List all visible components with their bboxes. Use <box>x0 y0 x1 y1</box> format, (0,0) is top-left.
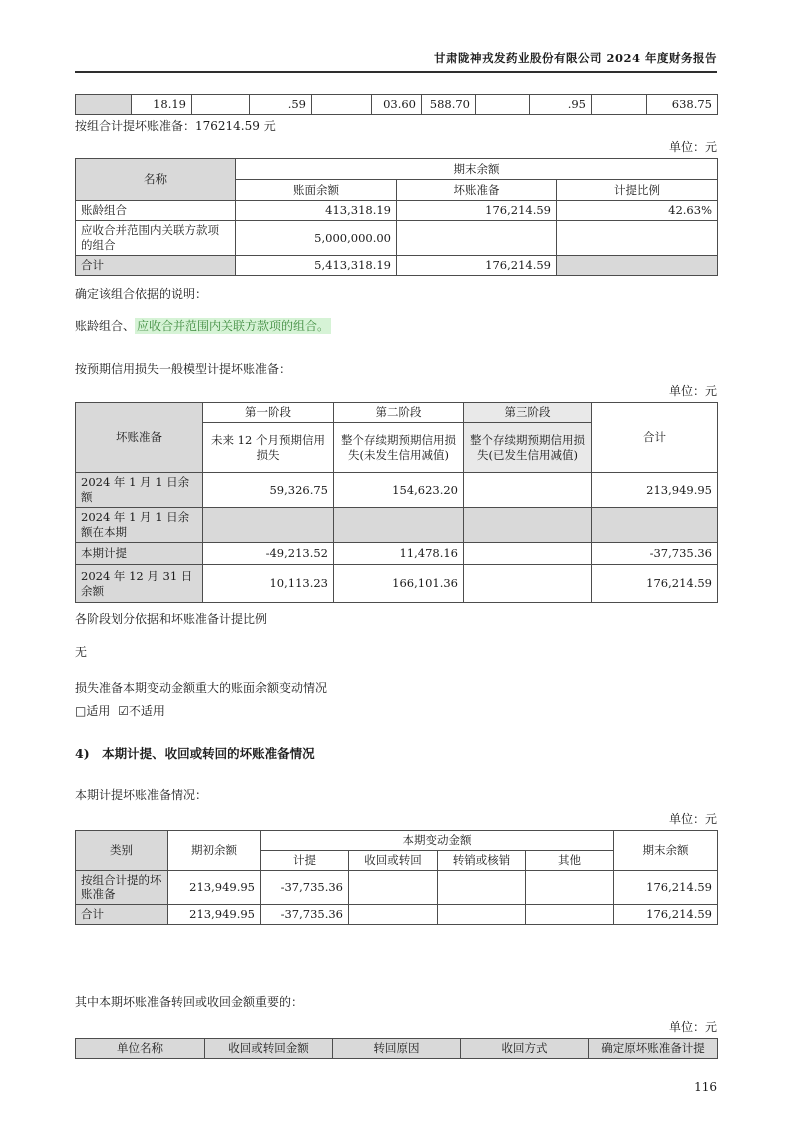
col-header-stage2: 第二阶段 <box>334 403 464 423</box>
cell-other <box>526 905 614 925</box>
cell-total: -37,735.36 <box>592 543 718 565</box>
partial-cell: 03.60 <box>372 95 422 115</box>
cell-bad-debt: 176,214.59 <box>397 201 557 221</box>
table-row <box>76 508 718 543</box>
table-row <box>76 565 718 603</box>
partial-cell: 638.75 <box>647 95 718 115</box>
important-recovery-label: 其中本期坏账准备转回或收回金额重要的： <box>75 995 304 1010</box>
partial-cell <box>76 95 132 115</box>
important-recovery-table <box>75 1038 718 1059</box>
table-row <box>76 905 718 925</box>
row-label: 2024 年 12 月 31 日余额 <box>76 565 203 603</box>
basis-note-label: 确定该组合依据的说明： <box>75 287 208 302</box>
cell-stage3 <box>464 565 592 603</box>
unit-label: 单位：元 <box>668 140 717 155</box>
row-label-total: 合计 <box>76 256 236 276</box>
cell-ratio <box>557 221 718 256</box>
table-row <box>76 95 718 115</box>
col-header-recover-amount: 收回或转回金额 <box>205 1038 333 1058</box>
col-header-book-balance: 账面余额 <box>236 180 397 201</box>
row-label: 按组合计提的坏账准备 <box>76 870 168 905</box>
col-header-reverse-reason: 转回原因 <box>333 1038 461 1058</box>
cell-stage3 <box>464 473 592 508</box>
cell-total: 213,949.95 <box>592 473 718 508</box>
cell-stage2 <box>334 508 464 543</box>
carryover-partial-table <box>75 94 718 115</box>
cell-ratio <box>557 256 718 276</box>
ecl-model-label: 按预期信用损失一般模型计提坏账准备： <box>75 361 292 376</box>
table-header-row <box>76 830 718 850</box>
cell-stage2: 11,478.16 <box>334 543 464 565</box>
cell-writeoff <box>438 870 526 905</box>
partial-cell <box>312 95 372 115</box>
basis-highlight: 应收合并范围内关联方款项的组合。 <box>137 318 330 333</box>
partial-cell: 588.70 <box>422 95 476 115</box>
col-header-unit-name: 单位名称 <box>76 1038 205 1058</box>
checkbox-not-applicable: ☑不适用 <box>118 704 165 719</box>
col-header-closing: 期末余额 <box>614 830 718 870</box>
section-4-heading: 4) 本期计提、收回或转回的坏账准备情况 <box>75 746 315 762</box>
cell-closing: 176,214.59 <box>614 870 718 905</box>
cell-stage3 <box>464 543 592 565</box>
basis-prefix: 账龄组合、 <box>75 318 136 333</box>
cell-bad-debt: 176,214.59 <box>397 256 557 276</box>
cell-stage2: 166,101.36 <box>334 565 464 603</box>
table-row <box>76 870 718 905</box>
col-subheader-stage2: 整个存续期预期信用损失(未发生信用减值) <box>334 423 464 473</box>
col-header-total: 合计 <box>592 403 718 473</box>
cell-stage1: 10,113.23 <box>203 565 334 603</box>
cell-stage1 <box>203 508 334 543</box>
col-header-stage1: 第一阶段 <box>203 403 334 423</box>
portfolio-provision-table <box>75 158 718 276</box>
cell-provision: -37,735.36 <box>261 870 349 905</box>
col-subheader-stage3: 整个存续期预期信用损失(已发生信用减值) <box>464 423 592 473</box>
col-header-ratio: 计提比例 <box>557 180 718 201</box>
basis-note-value <box>75 319 717 333</box>
row-label: 本期计提 <box>76 543 203 565</box>
cell-total: 176,214.59 <box>592 565 718 603</box>
row-label: 应收合并范围内关联方款项的组合 <box>76 221 236 256</box>
cell-book-balance: 5,413,318.19 <box>236 256 397 276</box>
table-row <box>76 543 718 565</box>
report-header-title: 甘肃陇神戎发药业股份有限公司 2024 年度财务报告 <box>75 50 717 73</box>
cell-opening: 213,949.95 <box>168 905 261 925</box>
cell-bad-debt <box>397 221 557 256</box>
applicability-line <box>75 702 717 719</box>
col-subheader-provision: 计提 <box>261 850 349 870</box>
cell-stage1: -49,213.52 <box>203 543 334 565</box>
unit-label: 单位：元 <box>668 1019 717 1034</box>
table-row <box>76 473 718 508</box>
col-subheader-recover: 收回或转回 <box>349 850 438 870</box>
col-header-original-basis: 确定原坏账准备计提 <box>589 1038 718 1058</box>
cell-recover <box>349 905 438 925</box>
cell-opening: 213,949.95 <box>168 870 261 905</box>
table-header-row <box>76 403 718 423</box>
partial-cell <box>592 95 647 115</box>
col-header-name: 名称 <box>76 159 236 201</box>
checkbox-applicable: □适用 <box>75 704 111 719</box>
cell-closing: 176,214.59 <box>614 905 718 925</box>
cell-book-balance: 413,318.19 <box>236 201 397 221</box>
cell-total <box>592 508 718 543</box>
cell-stage3 <box>464 508 592 543</box>
current-provision-label: 本期计提坏账准备情况： <box>75 788 208 803</box>
cell-writeoff <box>438 905 526 925</box>
row-label: 2024 年 1 月 1 日余额在本期 <box>76 508 203 543</box>
ecl-stage-table <box>75 402 718 603</box>
unit-label: 单位：元 <box>668 384 717 399</box>
cell-provision: -37,735.36 <box>261 905 349 925</box>
stage-basis-label: 各阶段划分依据和坏账准备计提比例 <box>75 612 268 627</box>
row-label: 2024 年 1 月 1 日余额 <box>76 473 203 508</box>
col-header-period-end: 期末余额 <box>236 159 718 180</box>
significant-change-label: 损失准备本期变动金额重大的账面余额变动情况 <box>75 680 328 695</box>
cell-other <box>526 870 614 905</box>
col-header-bad-debt: 坏账准备 <box>397 180 557 201</box>
table-row <box>76 201 718 221</box>
cell-book-balance: 5,000,000.00 <box>236 221 397 256</box>
row-label-total: 合计 <box>76 905 168 925</box>
col-subheader-writeoff: 转销或核销 <box>438 850 526 870</box>
table-row <box>76 256 718 276</box>
table-header-row <box>76 159 718 180</box>
cell-stage2: 154,623.20 <box>334 473 464 508</box>
partial-cell <box>476 95 530 115</box>
table-header-row <box>76 1038 718 1058</box>
col-header-stage3: 第三阶段 <box>464 403 592 423</box>
col-header-bad-debt-provision: 坏账准备 <box>76 403 203 473</box>
partial-cell: .95 <box>530 95 592 115</box>
cell-ratio: 42.63% <box>557 201 718 221</box>
cell-recover <box>349 870 438 905</box>
provision-by-group-text: 按组合计提坏账准备：176214.59 元 <box>75 118 276 133</box>
current-change-table <box>75 830 718 926</box>
cell-stage1: 59,326.75 <box>203 473 334 508</box>
partial-cell: .59 <box>250 95 312 115</box>
col-header-opening: 期初余额 <box>168 830 261 870</box>
col-subheader-stage1: 未来 12 个月预期信用损失 <box>203 423 334 473</box>
none-text: 无 <box>75 645 88 660</box>
page-number: 116 <box>694 1079 717 1094</box>
col-header-recover-method: 收回方式 <box>461 1038 589 1058</box>
row-label: 账龄组合 <box>76 201 236 221</box>
col-subheader-other: 其他 <box>526 850 614 870</box>
partial-cell: 18.19 <box>132 95 192 115</box>
partial-cell <box>192 95 250 115</box>
unit-label: 单位：元 <box>668 811 717 826</box>
col-header-change-group: 本期变动金额 <box>261 830 614 850</box>
table-row <box>76 221 718 256</box>
col-header-category: 类别 <box>76 830 168 870</box>
